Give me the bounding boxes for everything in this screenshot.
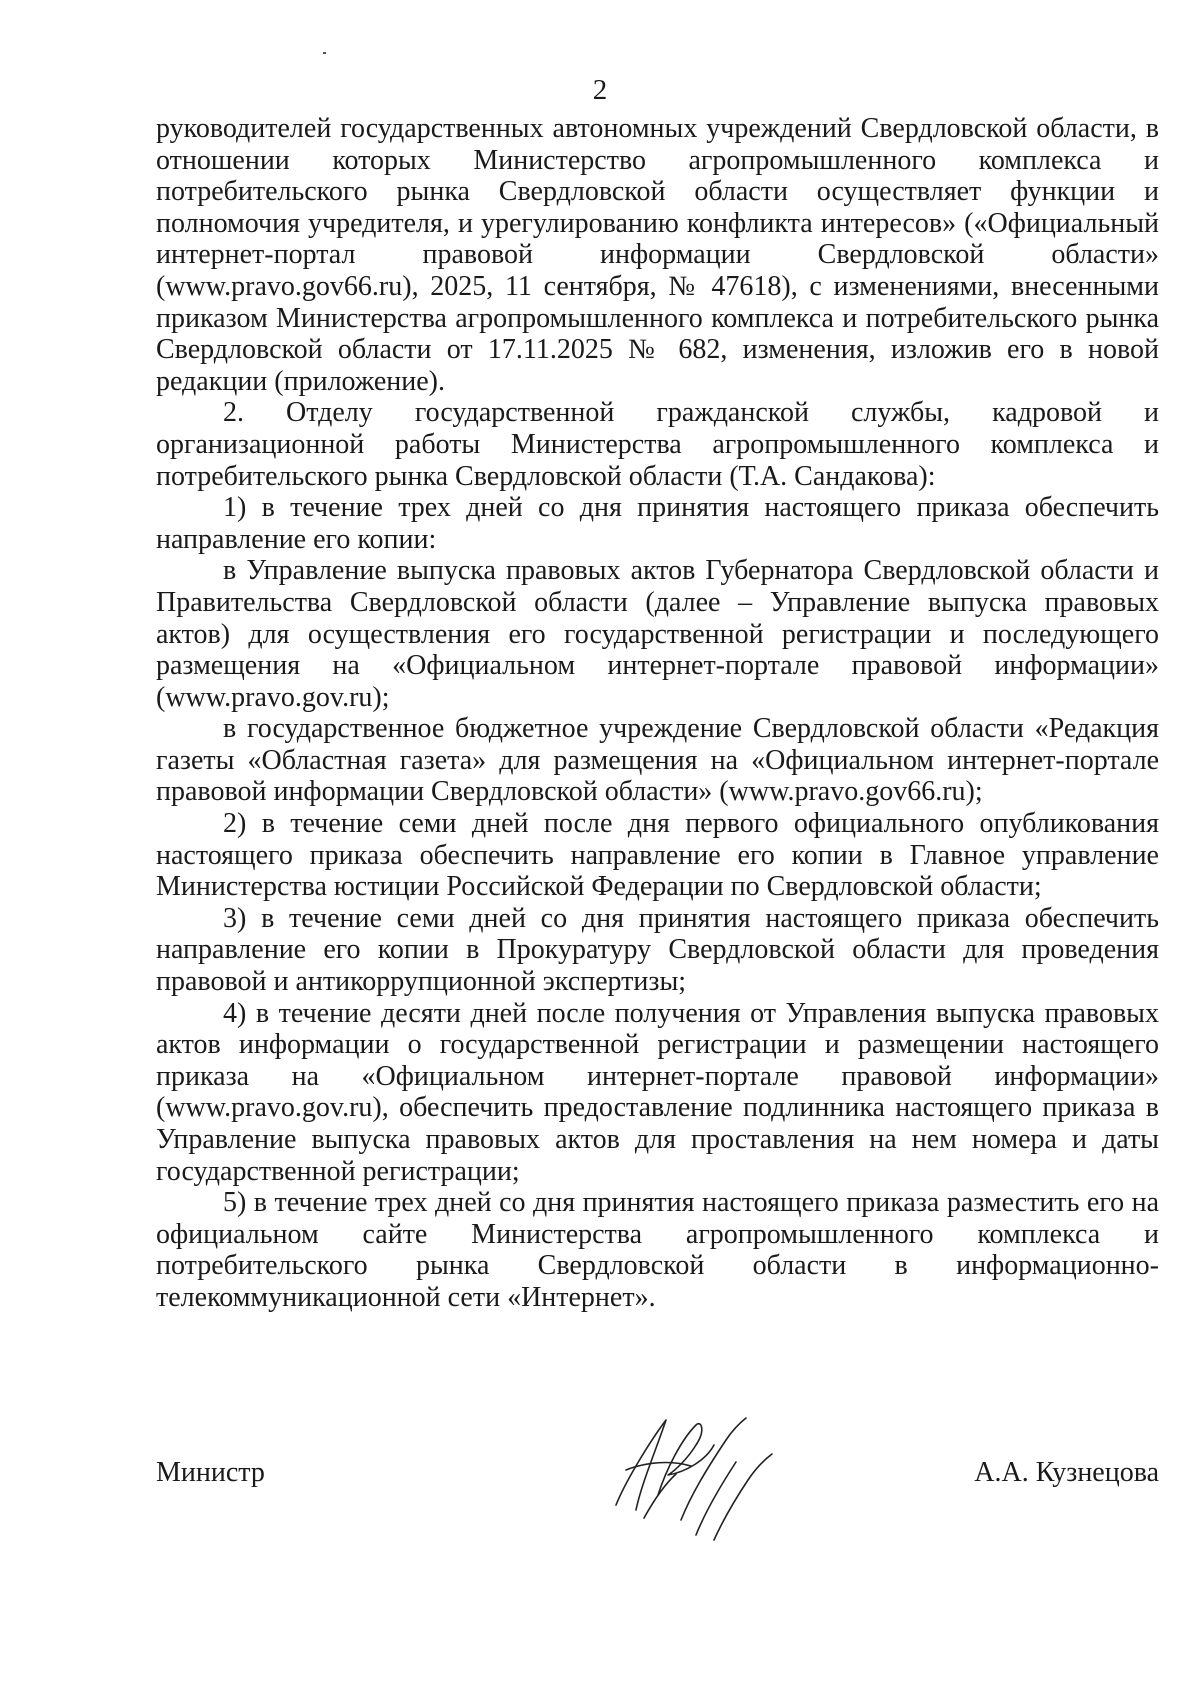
paragraph-item-2: 2. Отделу государственной гражданской службы, кадровой и организационной работы Министерства агропромышленного комплекса и потребительского рынка Свердловской области (Т.А. Сандакова): xyxy=(156,397,1159,492)
paragraph-recipient-1: в Управление выпуска правовых актов Губернатора Свердловской области и Правительства Свердловской области (далее – Управление выпуска правовых актов) для осуществления его государственной регистрации и последующего размещения на «Официальном интернет-портале правовой информации» (www.pravo.gov.ru); xyxy=(156,555,1159,713)
handwritten-signature xyxy=(596,1400,776,1550)
paragraph-subitem-5: 5) в течение трех дней со дня принятия настоящего приказа разместить его на официальном сайте Министерства агропромышленного комплекса и потребительского рынка Свердловской области в информационно-телекоммуникационной сети «Интернет». xyxy=(156,1187,1159,1313)
scan-speck xyxy=(323,52,326,54)
paragraph-subitem-3: 3) в течение семи дней со дня принятия настоящего приказа обеспечить направление его копии в Прокуратуру Свердловской области для проведения правовой и антикоррупционной экспертизы; xyxy=(156,902,1159,998)
signer-name: А.А. Кузнецова xyxy=(974,1457,1159,1488)
paragraph-continuation: руководителей государственных автономных учреждений Свердловской области, в отношении которых Министерство агропромышленного комплекса и потребительского рынка Свердловской области осуществляет функции и полномочия учредителя, и урегулированию конфликта интересов» («Официальный интернет-портал правовой информации Свердловской области» (www.pravo.gov66.ru), 2025, 11 сентября, № 47618), с изменениями, внесенными приказом Министерства агропромышленного комплекса и потребительского рынка Свердловской области от 17.11.2025 № 682, изменения, изложив его в новой редакции (приложение). xyxy=(156,113,1159,397)
signer-position: Министр xyxy=(156,1457,265,1488)
paragraph-recipient-2: в государственное бюджетное учреждение Свердловской области «Редакция газеты «Областная газета» для размещения на «Официальном интернет-портале правовой информации Свердловской области» (www.pravo.gov66.ru); xyxy=(156,713,1159,808)
paragraph-subitem-2: 2) в течение семи дней после дня первого официального опубликования настоящего приказа обеспечить направление его копии в Главное управление Министерства юстиции Российской Федерации по Свердловской области; xyxy=(156,808,1159,903)
signature-block xyxy=(156,1455,1159,1525)
paragraph-subitem-4: 4) в течение десяти дней после получения от Управления выпуска правовых актов информации о государственной регистрации и размещении настоящего приказа на «Официальном интернет-портале правовой информации» (www.pravo.gov.ru), обеспечить предоставление подлинника настоящего приказа в Управление выпуска правовых актов для проставления на нем номера и даты государственной регистрации; xyxy=(156,997,1159,1187)
document-body xyxy=(156,113,1159,1314)
page-number: 2 xyxy=(592,74,608,106)
paragraph-subitem-1: 1) в течение трех дней со дня принятия настоящего приказа обеспечить направление его копии: xyxy=(156,492,1159,555)
